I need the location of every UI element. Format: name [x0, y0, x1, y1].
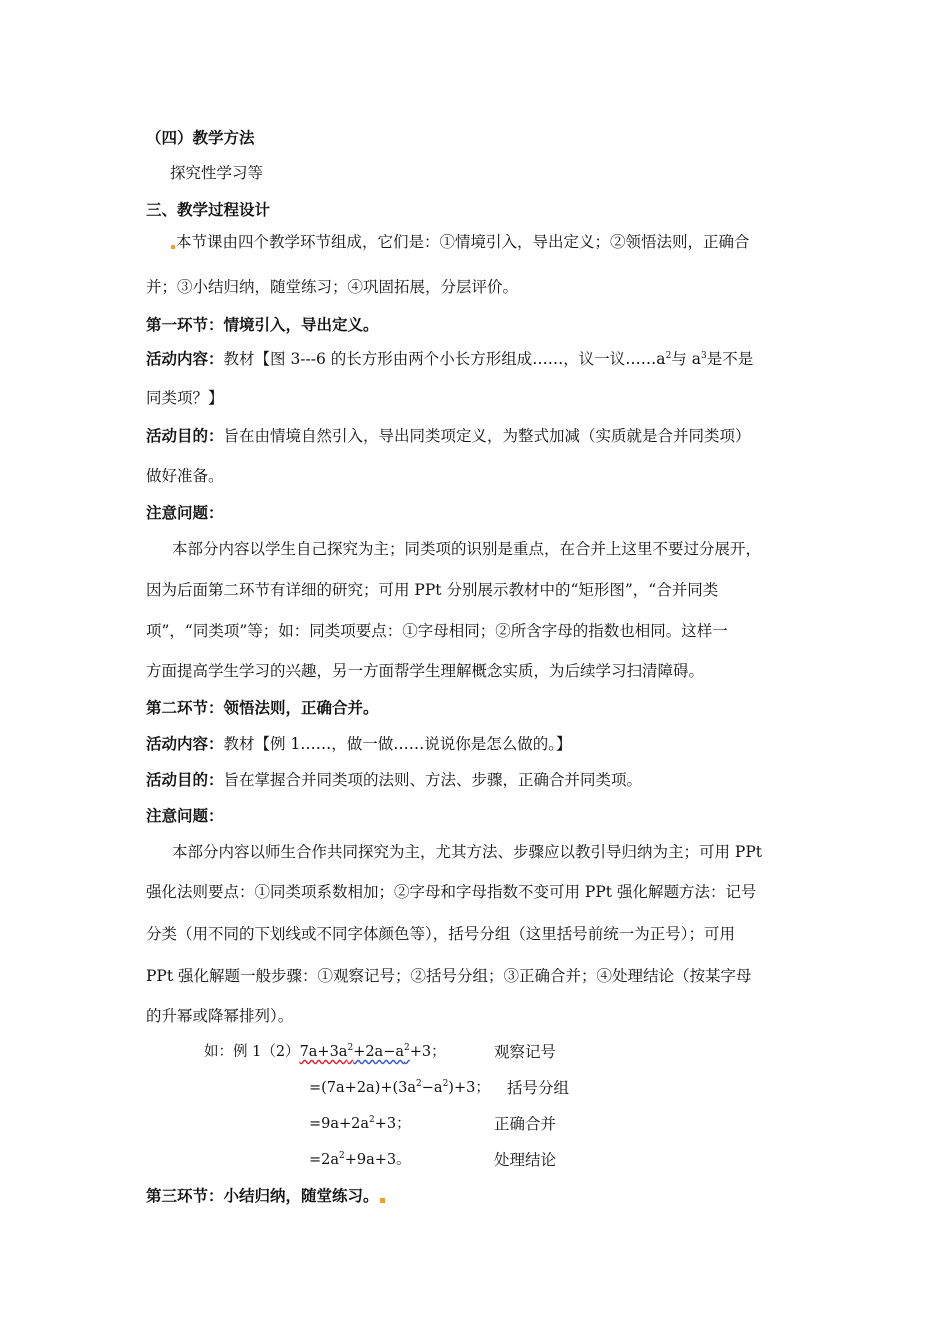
stage3-heading: 第三环节：小结归纳，随堂练习。	[146, 1186, 386, 1206]
activity-label: 活动内容：	[146, 734, 224, 753]
example-step2: 括号分组	[507, 1079, 570, 1097]
edit-mark	[380, 1198, 385, 1203]
purpose-label: 活动目的：	[146, 770, 224, 789]
stage2-note-line3: 分类（用不同的下划线或不同字体颜色等），括号分组（这里括号前统一为正号）；可用	[146, 925, 736, 943]
stage2-purpose: 活动目的：旨在掌握合并同类项的法则、方法、步骤，正确合并同类项。	[146, 770, 643, 789]
purpose-label: 活动目的：	[146, 426, 224, 445]
stage2-note-line4: PPt 强化解题一般步骤：①观察记号；②括号分组；③正确合并；④处理结论（按某字母	[146, 967, 752, 985]
stage2-activity: 活动内容：教材【例 1……，做一做……说说你是怎么做的。】	[146, 734, 572, 753]
stage1-note-label: 注意问题：	[146, 503, 224, 522]
stage1-purpose-line1: 活动目的：旨在由情境自然引入，导出同类项定义，为整式加减（实质就是合并同类项）	[146, 426, 751, 445]
term-group-b: $+2a-a^2$	[353, 1043, 410, 1060]
section-four-text: 探究性学习等	[170, 164, 264, 182]
stage1-activity-line2: 同类项？】	[146, 389, 224, 407]
stage2-note-line5: 的升幂或降幂排列）。	[146, 1007, 294, 1025]
section-three-heading: 三、教学过程设计	[146, 200, 271, 219]
term-group-a: $7a+3a^2$	[299, 1043, 354, 1060]
activity-label: 活动内容：	[146, 349, 224, 368]
stage2-heading: 第二环节：领悟法则，正确合并。	[146, 698, 379, 717]
example-row1: 如：例 $1(2)7a+3a^2+2a-a^2+3$；	[204, 1043, 446, 1060]
example-step1: 观察记号	[494, 1043, 557, 1061]
stage2-note-label: 注意问题：	[146, 806, 224, 825]
example-row4: $=2a^2+9a+3$。	[309, 1151, 411, 1168]
example-step4: 处理结论	[494, 1151, 557, 1169]
section-three-intro-line2: 并；③小结归纳，随堂练习；④巩固拓展，分层评价。	[146, 278, 519, 296]
section-four-heading: （四）教学方法	[146, 128, 255, 147]
stage1-activity-line1: 活动内容：教材【图 3---6 的长方形由两个小长方形组成……，议一议$\dots\dots a^2$与 $a^3$是不是	[146, 349, 754, 368]
edit-mark	[171, 245, 175, 249]
example-row2: $=(7a+2a)+(3a^2-a^2)+3$；	[309, 1079, 490, 1096]
section-three-intro-line1: 本节课由四个教学环节组成，它们是：①情境引入，导出定义；②领悟法则，正确合	[170, 232, 750, 252]
stage1-purpose-line2: 做好准备。	[146, 467, 224, 485]
stage1-note-line1: 本部分内容以学生自己探究为主；同类项的识别是重点，在合并上这里不要过分展开，	[172, 540, 762, 558]
stage1-heading: 第一环节：情境引入，导出定义。	[146, 315, 379, 334]
stage2-note-line1: 本部分内容以师生合作共同探究为主，尤其方法、步骤应以教引导归纳为主；可用 PPt	[172, 843, 763, 861]
example-step3: 正确合并	[494, 1115, 557, 1133]
example-row3: $=9a+2a^2+3$；	[309, 1115, 411, 1132]
stage1-note-line2: 因为后面第二环节有详细的研究；可用 PPt 分别展示教材中的“矩形图”，“合并同类	[146, 581, 719, 599]
stage2-note-line2: 强化法则要点：①同类项系数相加；②字母和字母指数不变可用 PPt 强化解题方法：记号	[146, 883, 757, 901]
stage1-note-line4: 方面提高学生学习的兴趣，另一方面帮学生理解概念实质，为后续学习扫清障碍。	[146, 662, 705, 680]
stage1-note-line3: 项”，“同类项”等；如：同类项要点：①字母相同；②所含字母的指数也相同。这样一	[146, 622, 728, 640]
